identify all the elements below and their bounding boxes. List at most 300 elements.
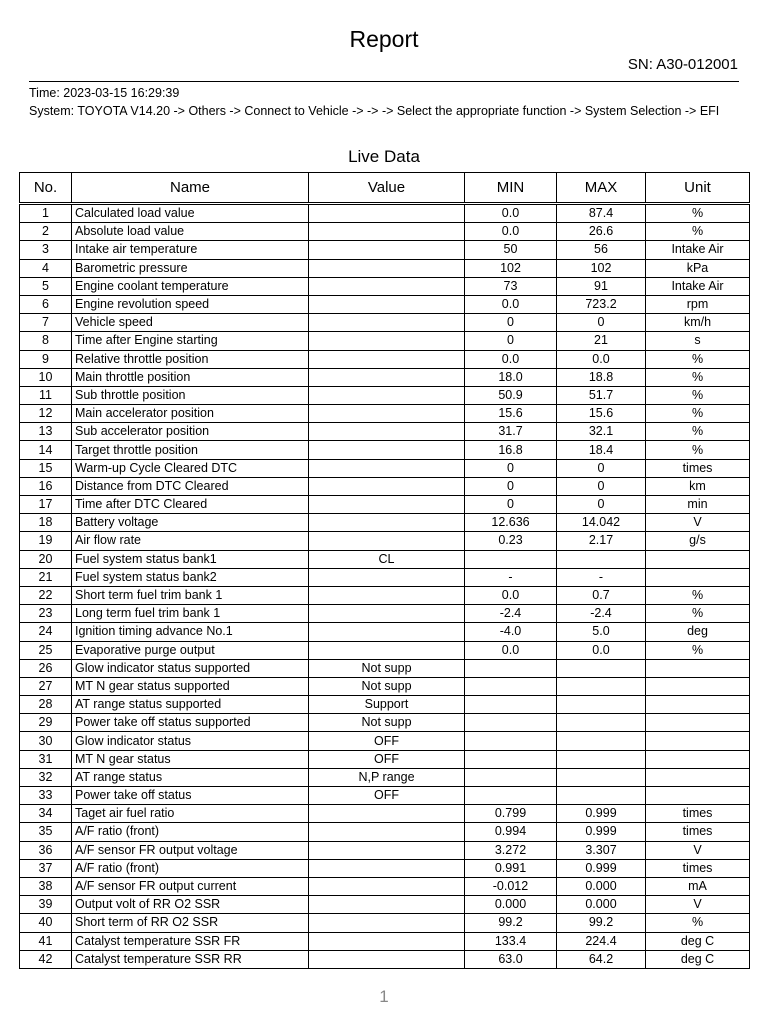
cell-max: - [557, 568, 646, 586]
cell-min: 0.0 [465, 586, 557, 604]
table-row [20, 568, 750, 586]
cell-name: Warm-up Cycle Cleared DTC [72, 459, 309, 477]
cell-name: Fuel system status bank2 [72, 568, 309, 586]
table-row [20, 605, 750, 623]
cell-name: Glow indicator status [72, 732, 309, 750]
cell-value [309, 477, 465, 495]
cell-min: 102 [465, 259, 557, 277]
cell-name: Evaporative purge output [72, 641, 309, 659]
cell-unit: % [646, 405, 750, 423]
table-row [20, 459, 750, 477]
cell-no: 14 [20, 441, 72, 459]
cell-name: Engine coolant temperature [72, 277, 309, 295]
cell-value [309, 459, 465, 477]
cell-max [557, 550, 646, 568]
cell-max: 0.999 [557, 805, 646, 823]
table-row [20, 514, 750, 532]
cell-no: 26 [20, 659, 72, 677]
cell-min [465, 696, 557, 714]
cell-max: 0.0 [557, 350, 646, 368]
cell-unit: deg C [646, 950, 750, 968]
cell-name: Relative throttle position [72, 350, 309, 368]
table-row [20, 532, 750, 550]
table-row [20, 277, 750, 295]
cell-name: Taget air fuel ratio [72, 805, 309, 823]
cell-min: 0.000 [465, 896, 557, 914]
table-row [20, 877, 750, 895]
cell-min: 0.994 [465, 823, 557, 841]
cell-min: 0.991 [465, 859, 557, 877]
cell-value [309, 932, 465, 950]
table-row [20, 332, 750, 350]
cell-no: 34 [20, 805, 72, 823]
table-row [20, 314, 750, 332]
cell-value [309, 332, 465, 350]
cell-max: 3.307 [557, 841, 646, 859]
cell-min: 0.0 [465, 641, 557, 659]
cell-min: 0.0 [465, 223, 557, 241]
cell-name: Glow indicator status supported [72, 659, 309, 677]
cell-min: 0.799 [465, 805, 557, 823]
cell-max: 0.000 [557, 877, 646, 895]
cell-no: 7 [20, 314, 72, 332]
cell-value: Support [309, 696, 465, 714]
cell-no: 10 [20, 368, 72, 386]
table-row [20, 477, 750, 495]
serial-number: SN: A30-012001 [627, 56, 738, 73]
cell-value [309, 950, 465, 968]
table-row [20, 914, 750, 932]
cell-min: 3.272 [465, 841, 557, 859]
cell-no: 19 [20, 532, 72, 550]
cell-unit: Intake Air [646, 277, 750, 295]
cell-max: 18.8 [557, 368, 646, 386]
cell-no: 5 [20, 277, 72, 295]
cell-max: 0 [557, 314, 646, 332]
cell-value [309, 896, 465, 914]
cell-max: 14.042 [557, 514, 646, 532]
cell-name: Engine revolution speed [72, 295, 309, 313]
cell-no: 37 [20, 859, 72, 877]
cell-no: 32 [20, 768, 72, 786]
cell-unit: % [646, 223, 750, 241]
cell-unit: deg [646, 623, 750, 641]
cell-min: 0 [465, 496, 557, 514]
cell-value [309, 405, 465, 423]
cell-max: 99.2 [557, 914, 646, 932]
table-row [20, 787, 750, 805]
cell-value [309, 314, 465, 332]
cell-min: 31.7 [465, 423, 557, 441]
cell-unit [646, 568, 750, 586]
cell-max: 18.4 [557, 441, 646, 459]
cell-max: 32.1 [557, 423, 646, 441]
cell-no: 38 [20, 877, 72, 895]
cell-value [309, 877, 465, 895]
cell-max: 2.17 [557, 532, 646, 550]
cell-max [557, 768, 646, 786]
cell-min [465, 750, 557, 768]
cell-value [309, 368, 465, 386]
cell-min: - [465, 568, 557, 586]
cell-no: 6 [20, 295, 72, 313]
cell-min [465, 677, 557, 695]
cell-unit [646, 714, 750, 732]
live-data-table [19, 172, 750, 969]
cell-min: 0.0 [465, 350, 557, 368]
cell-no: 40 [20, 914, 72, 932]
cell-value [309, 823, 465, 841]
cell-name: MT N gear status [72, 750, 309, 768]
cell-value [309, 204, 465, 223]
cell-name: Time after Engine starting [72, 332, 309, 350]
cell-name: Absolute load value [72, 223, 309, 241]
cell-value [309, 386, 465, 404]
cell-value [309, 259, 465, 277]
cell-max: 102 [557, 259, 646, 277]
table-row [20, 732, 750, 750]
cell-no: 42 [20, 950, 72, 968]
cell-max: 0.7 [557, 586, 646, 604]
cell-value: Not supp [309, 714, 465, 732]
cell-value: Not supp [309, 659, 465, 677]
cell-max [557, 714, 646, 732]
table-row [20, 696, 750, 714]
cell-min: 0.0 [465, 295, 557, 313]
cell-no: 35 [20, 823, 72, 841]
cell-name: Vehicle speed [72, 314, 309, 332]
cell-unit [646, 550, 750, 568]
cell-name: A/F ratio (front) [72, 823, 309, 841]
cell-no: 27 [20, 677, 72, 695]
cell-name: Catalyst temperature SSR FR [72, 932, 309, 950]
cell-unit: V [646, 514, 750, 532]
cell-max: -2.4 [557, 605, 646, 623]
cell-value [309, 277, 465, 295]
cell-max: 51.7 [557, 386, 646, 404]
table-row [20, 350, 750, 368]
cell-max [557, 750, 646, 768]
cell-value [309, 586, 465, 604]
cell-value [309, 350, 465, 368]
cell-name: Main accelerator position [72, 405, 309, 423]
page-number: 1 [379, 987, 389, 1006]
cell-unit: % [646, 641, 750, 659]
table-row [20, 714, 750, 732]
cell-min: 15.6 [465, 405, 557, 423]
cell-no: 41 [20, 932, 72, 950]
cell-name: Power take off status supported [72, 714, 309, 732]
table-row [20, 641, 750, 659]
table-row [20, 841, 750, 859]
cell-no: 39 [20, 896, 72, 914]
table-row [20, 950, 750, 968]
cell-no: 21 [20, 568, 72, 586]
cell-name: Intake air temperature [72, 241, 309, 259]
cell-max: 5.0 [557, 623, 646, 641]
cell-name: Ignition timing advance No.1 [72, 623, 309, 641]
cell-max: 723.2 [557, 295, 646, 313]
cell-name: Short term fuel trim bank 1 [72, 586, 309, 604]
table-row [20, 496, 750, 514]
table-row [20, 586, 750, 604]
cell-unit: % [646, 914, 750, 932]
cell-name: Sub throttle position [72, 386, 309, 404]
column-header-name: Name [72, 173, 309, 204]
table-row [20, 677, 750, 695]
cell-unit: km/h [646, 314, 750, 332]
cell-no: 2 [20, 223, 72, 241]
cell-value [309, 532, 465, 550]
cell-unit: min [646, 496, 750, 514]
cell-no: 3 [20, 241, 72, 259]
cell-unit: s [646, 332, 750, 350]
cell-unit: % [646, 586, 750, 604]
cell-unit: % [646, 386, 750, 404]
cell-min: 0.23 [465, 532, 557, 550]
cell-name: A/F ratio (front) [72, 859, 309, 877]
cell-value: Not supp [309, 677, 465, 695]
report-time: Time: 2023-03-15 16:29:39 [29, 86, 180, 100]
cell-no: 23 [20, 605, 72, 623]
column-header-max: MAX [557, 173, 646, 204]
cell-max [557, 696, 646, 714]
cell-no: 31 [20, 750, 72, 768]
cell-value [309, 841, 465, 859]
cell-unit: times [646, 805, 750, 823]
cell-value [309, 295, 465, 313]
cell-name: MT N gear status supported [72, 677, 309, 695]
cell-value [309, 805, 465, 823]
cell-value [309, 605, 465, 623]
cell-min: -4.0 [465, 623, 557, 641]
cell-no: 4 [20, 259, 72, 277]
cell-max: 0 [557, 477, 646, 495]
header-divider [29, 81, 739, 82]
cell-unit [646, 659, 750, 677]
cell-no: 22 [20, 586, 72, 604]
cell-unit [646, 750, 750, 768]
table-row [20, 896, 750, 914]
table-row [20, 768, 750, 786]
cell-min [465, 659, 557, 677]
cell-no: 8 [20, 332, 72, 350]
cell-name: Calculated load value [72, 204, 309, 223]
cell-max [557, 659, 646, 677]
table-row [20, 223, 750, 241]
cell-min [465, 787, 557, 805]
cell-min: 0.0 [465, 204, 557, 223]
cell-unit: times [646, 459, 750, 477]
cell-no: 25 [20, 641, 72, 659]
cell-value: OFF [309, 732, 465, 750]
cell-unit: kPa [646, 259, 750, 277]
cell-no: 24 [20, 623, 72, 641]
cell-unit: deg C [646, 932, 750, 950]
table-row [20, 823, 750, 841]
cell-unit: mA [646, 877, 750, 895]
cell-no: 36 [20, 841, 72, 859]
cell-name: Time after DTC Cleared [72, 496, 309, 514]
cell-max: 0.000 [557, 896, 646, 914]
cell-max: 0.0 [557, 641, 646, 659]
cell-name: Distance from DTC Cleared [72, 477, 309, 495]
table-row [20, 241, 750, 259]
cell-max [557, 787, 646, 805]
cell-no: 20 [20, 550, 72, 568]
cell-value [309, 496, 465, 514]
cell-name: Power take off status [72, 787, 309, 805]
table-row [20, 441, 750, 459]
cell-min: -0.012 [465, 877, 557, 895]
cell-no: 13 [20, 423, 72, 441]
table-row [20, 295, 750, 313]
cell-unit: times [646, 823, 750, 841]
cell-min: -2.4 [465, 605, 557, 623]
cell-value [309, 223, 465, 241]
cell-value [309, 514, 465, 532]
cell-min: 73 [465, 277, 557, 295]
cell-value [309, 441, 465, 459]
cell-name: A/F sensor FR output voltage [72, 841, 309, 859]
table-row [20, 368, 750, 386]
cell-no: 33 [20, 787, 72, 805]
cell-min: 133.4 [465, 932, 557, 950]
table-row [20, 859, 750, 877]
cell-max: 21 [557, 332, 646, 350]
cell-name: Battery voltage [72, 514, 309, 532]
column-header-value: Value [309, 173, 465, 204]
cell-max: 224.4 [557, 932, 646, 950]
cell-max: 0.999 [557, 859, 646, 877]
cell-max: 15.6 [557, 405, 646, 423]
cell-min: 0 [465, 332, 557, 350]
cell-no: 17 [20, 496, 72, 514]
cell-max [557, 732, 646, 750]
cell-name: Output volt of RR O2 SSR [72, 896, 309, 914]
table-row [20, 932, 750, 950]
cell-min [465, 732, 557, 750]
cell-no: 29 [20, 714, 72, 732]
cell-unit: V [646, 841, 750, 859]
cell-unit [646, 787, 750, 805]
column-header-no: No. [20, 173, 72, 204]
cell-unit: % [646, 605, 750, 623]
cell-max: 64.2 [557, 950, 646, 968]
cell-unit: km [646, 477, 750, 495]
cell-no: 11 [20, 386, 72, 404]
cell-min: 12.636 [465, 514, 557, 532]
cell-unit: % [646, 441, 750, 459]
table-row [20, 259, 750, 277]
cell-value [309, 859, 465, 877]
cell-unit: V [646, 896, 750, 914]
cell-min [465, 714, 557, 732]
cell-name: Sub accelerator position [72, 423, 309, 441]
cell-value: N,P range [309, 768, 465, 786]
cell-no: 16 [20, 477, 72, 495]
table-row [20, 386, 750, 404]
cell-min: 0 [465, 314, 557, 332]
cell-name: Air flow rate [72, 532, 309, 550]
cell-max: 0.999 [557, 823, 646, 841]
cell-value: OFF [309, 750, 465, 768]
cell-value: OFF [309, 787, 465, 805]
cell-max [557, 677, 646, 695]
cell-unit: Intake Air [646, 241, 750, 259]
section-title: Live Data [348, 147, 420, 166]
cell-max: 87.4 [557, 204, 646, 223]
cell-max: 26.6 [557, 223, 646, 241]
cell-unit: % [646, 204, 750, 223]
table-header-row [20, 173, 750, 204]
cell-value [309, 568, 465, 586]
cell-no: 15 [20, 459, 72, 477]
cell-unit: % [646, 350, 750, 368]
cell-min: 63.0 [465, 950, 557, 968]
cell-name: A/F sensor FR output current [72, 877, 309, 895]
cell-name: Long term fuel trim bank 1 [72, 605, 309, 623]
cell-unit: % [646, 368, 750, 386]
cell-no: 18 [20, 514, 72, 532]
cell-no: 9 [20, 350, 72, 368]
cell-max: 56 [557, 241, 646, 259]
cell-unit [646, 696, 750, 714]
cell-name: AT range status supported [72, 696, 309, 714]
cell-value [309, 641, 465, 659]
cell-min: 18.0 [465, 368, 557, 386]
table-row [20, 805, 750, 823]
cell-value: CL [309, 550, 465, 568]
column-header-unit: Unit [646, 173, 750, 204]
cell-unit [646, 768, 750, 786]
cell-max: 91 [557, 277, 646, 295]
table-row [20, 550, 750, 568]
cell-unit: rpm [646, 295, 750, 313]
table-row [20, 750, 750, 768]
cell-no: 12 [20, 405, 72, 423]
cell-min: 99.2 [465, 914, 557, 932]
cell-min: 50.9 [465, 386, 557, 404]
cell-value [309, 241, 465, 259]
table-row [20, 405, 750, 423]
cell-max: 0 [557, 459, 646, 477]
cell-min: 0 [465, 477, 557, 495]
cell-min: 50 [465, 241, 557, 259]
cell-unit: % [646, 423, 750, 441]
column-header-min: MIN [465, 173, 557, 204]
cell-no: 28 [20, 696, 72, 714]
cell-name: Main throttle position [72, 368, 309, 386]
cell-unit [646, 732, 750, 750]
cell-unit: g/s [646, 532, 750, 550]
cell-name: Target throttle position [72, 441, 309, 459]
cell-unit: times [646, 859, 750, 877]
cell-name: Barometric pressure [72, 259, 309, 277]
report-title: Report [349, 26, 419, 52]
cell-no: 1 [20, 204, 72, 223]
cell-min [465, 768, 557, 786]
table-row [20, 204, 750, 223]
cell-unit [646, 677, 750, 695]
cell-value [309, 623, 465, 641]
cell-name: Short term of RR O2 SSR [72, 914, 309, 932]
cell-no: 30 [20, 732, 72, 750]
cell-value [309, 914, 465, 932]
cell-min [465, 550, 557, 568]
cell-value [309, 423, 465, 441]
cell-min: 16.8 [465, 441, 557, 459]
